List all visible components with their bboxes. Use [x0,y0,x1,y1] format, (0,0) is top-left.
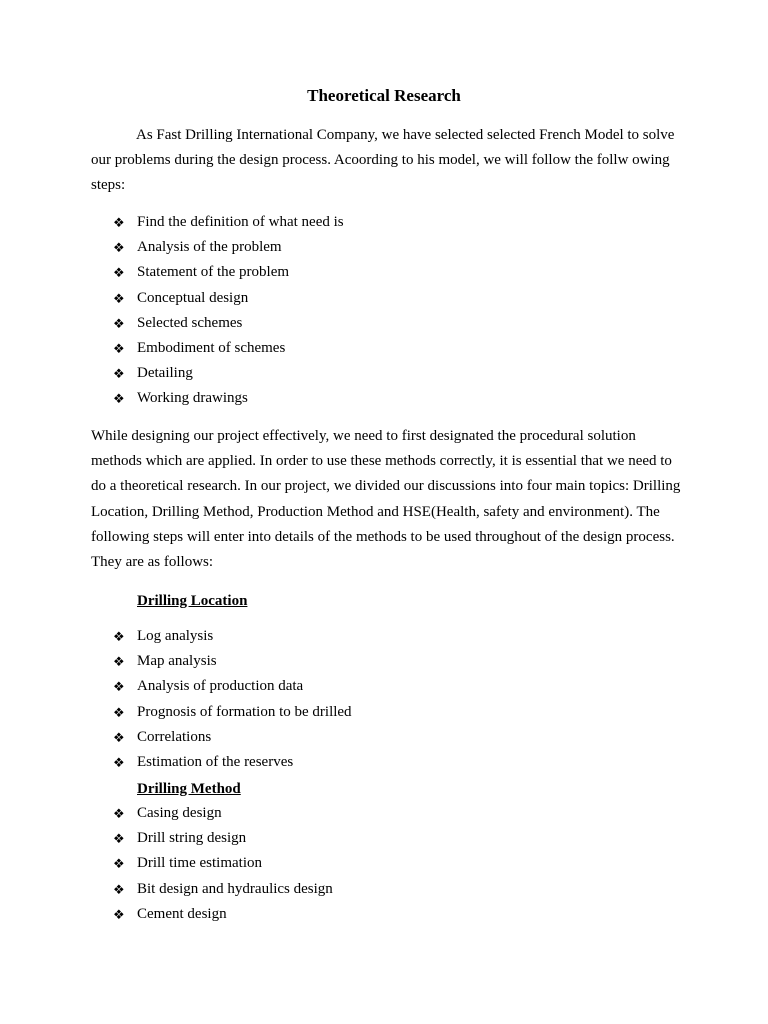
diamond-bullet-icon: ❖ [113,240,125,256]
list-item [113,624,352,649]
list-item-text: Map analysis [137,653,217,670]
list-item [113,851,333,876]
drilling-method-list [113,801,333,927]
list-item [113,210,344,235]
list-item [113,750,352,775]
list-item-text: Analysis of production data [137,678,304,695]
list-item [113,311,344,336]
list-item [113,700,352,725]
list-item [113,725,352,750]
diamond-bullet-icon: ❖ [113,366,125,382]
list-item [113,260,344,285]
list-item [113,826,333,851]
list-item-text: Drill time estimation [137,855,262,872]
list-item-text: Statement of the problem [137,264,290,281]
diamond-bullet-icon: ❖ [113,806,125,821]
section-heading-drilling-method: Drilling Method [137,781,241,797]
list-item-text: Embodiment of schemes [137,339,286,356]
diamond-bullet-icon: ❖ [113,391,125,407]
diamond-bullet-icon: ❖ [113,881,125,897]
page-title: Theoretical Research [307,86,461,105]
list-item-text: Cement design [137,905,227,922]
diamond-bullet-icon: ❖ [113,906,125,922]
diamond-bullet-icon: ❖ [113,831,125,847]
list-item [113,386,344,411]
diamond-bullet-icon: ❖ [113,629,125,644]
steps-list [113,210,344,412]
diamond-bullet-icon: ❖ [113,265,125,281]
list-item-text: Estimation of the reserves [137,753,294,770]
drilling-location-list [113,624,352,775]
list-item [113,235,344,260]
diamond-bullet-icon: ❖ [113,315,125,331]
list-item-text: Selected schemes [137,314,243,331]
list-item-text: Detailing [137,365,193,382]
list-item-text: Analysis of the problem [137,239,282,256]
list-item-text: Casing design [137,805,222,821]
list-item [113,286,344,311]
intro-paragraph: As Fast Drilling International Company, we have selected selected French Model to solve our problems during the design process. Acoording to his model, we will follow the follw owing steps: [91,127,675,194]
list-item-text: Bit design and hydraulics design [137,880,333,897]
list-item-text: Drill string design [137,830,247,847]
list-item [113,336,344,361]
list-item [113,902,333,927]
diamond-bullet-icon: ❖ [113,679,125,695]
diamond-bullet-icon: ❖ [113,856,125,872]
list-item [113,649,352,674]
diamond-bullet-icon: ❖ [113,290,125,306]
diamond-bullet-icon: ❖ [113,654,125,670]
diamond-bullet-icon: ❖ [113,215,125,230]
diamond-bullet-icon: ❖ [113,340,125,356]
diamond-bullet-icon: ❖ [113,729,125,745]
diamond-bullet-icon: ❖ [113,704,125,720]
list-item-text: Log analysis [137,628,214,644]
list-item [113,361,344,386]
list-item-text: Working drawings [137,390,248,407]
list-item-text: Correlations [137,728,212,745]
list-item [113,877,333,902]
list-item [113,801,333,826]
body-paragraph: While designing our project effectively, we need to first designated the procedural solution methods which are applied. In order to use these methods correctly, it is essential that we need to do a theoretical research. In our project, we divided our discussions into four main topics: Drilling Location, Drilling Method, Production Method and HSE(Health, safety and environment). The following steps will enter into details of the methods to be used throughout of the design process. They are as follows: [91,428,681,571]
section-heading-drilling-location: Drilling Location [137,593,248,609]
diamond-bullet-icon: ❖ [113,754,125,770]
list-item-text: Conceptual design [137,289,249,306]
list-item-text: Prognosis of formation to be drilled [137,703,352,720]
list-item-text: Find the definition of what need is [137,214,344,230]
list-item [113,674,352,699]
